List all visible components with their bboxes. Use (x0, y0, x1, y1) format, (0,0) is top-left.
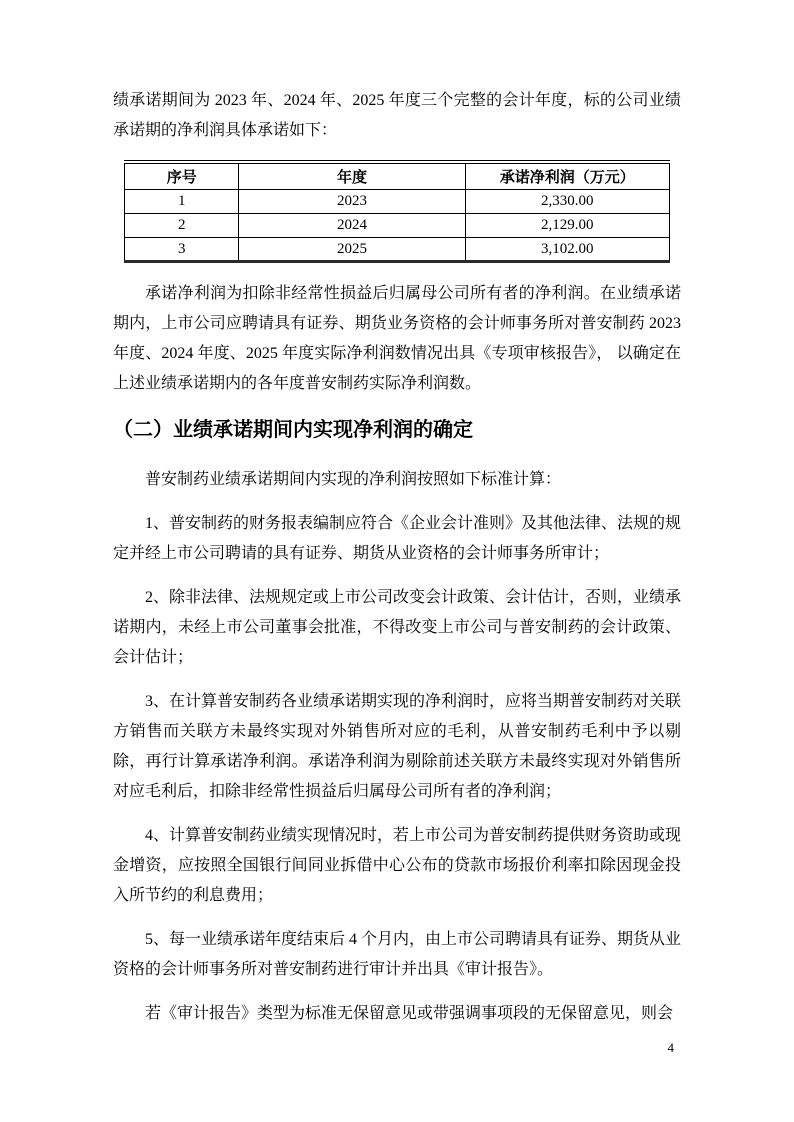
section-heading: （二）业绩承诺期间内实现净利润的确定 (113, 419, 473, 441)
list-item-1: 1、普安制药的财务报表编制应符合《企业会计准则》及其他法律、法规的规定并经上市公司聘请的具有证券、期货从业资格的会计师事务所审计； (113, 515, 682, 562)
cell-year: 2024 (239, 214, 465, 238)
table-row (125, 238, 670, 262)
closing-paragraph: 若《审计报告》类型为标准无保留意见或带强调事项段的无保留意见，则会 (145, 1005, 674, 1022)
cell-index: 3 (125, 238, 239, 262)
section-intro-paragraph: 普安制药业绩承诺期间内实现的净利润按照如下标准计算： (145, 471, 562, 488)
cell-profit: 3,102.00 (465, 238, 669, 262)
list-item-4: 4、计算普安制药业绩实现情况时，若上市公司为普安制药提供财务资助或现金增资，应按照全国银行间同业拆借中心公布的贷款市场报价利率扣除因现金投入所节约的利息费用； (113, 827, 682, 904)
paragraph-after-table: 承诺净利润为扣除非经常性损益后归属母公司所有者的净利润。在业绩承诺期内，上市公司应聘请具有证券、期货业务资格的会计师事务所对普安制药 2023 年度、2024 年度、2025 年度实际净利润数情况出具《专项审核报告》， 以确定在上述业绩承诺期内的各年度普安制药实际净利润数。 (113, 285, 681, 392)
table-header-row (125, 162, 670, 190)
cell-year: 2025 (239, 238, 465, 262)
column-header-promised-profit: 承诺净利润（万元） (465, 162, 669, 190)
cell-year: 2023 (239, 190, 465, 214)
column-header-year: 年度 (239, 162, 465, 190)
table-row (125, 214, 670, 238)
list-item-5: 5、每一业绩承诺年度结束后 4 个月内，由上市公司聘请具有证券、期货从业资格的会计师事务所对普安制药进行审计并出具《审计报告》。 (113, 931, 682, 978)
table-row (125, 190, 670, 214)
intro-paragraph: 绩承诺期间为 2023 年、2024 年、2025 年度三个完整的会计年度，标的公司业绩承诺期的净利润具体承诺如下： (113, 92, 681, 139)
cell-index: 2 (125, 214, 239, 238)
list-item-3: 3、在计算普安制药各业绩承诺期实现的净利润时，应将当期普安制药对关联方销售而关联方未最终实现对外销售所对应的毛利，从普安制药毛利中予以剔除，再行计算承诺净利润。承诺净利润为剔除前述关联方未最终实现对外销售所对应毛利后，扣除非经常性损益后归属母公司所有者的净利润； (113, 693, 682, 800)
commitment-table (124, 160, 670, 263)
cell-index: 1 (125, 190, 239, 214)
cell-profit: 2,129.00 (465, 214, 669, 238)
cell-profit: 2,330.00 (465, 190, 669, 214)
list-item-2: 2、除非法律、法规规定或上市公司改变会计政策、会计估计，否则，业绩承诺期内，未经上市公司董事会批准，不得改变上市公司与普安制药的会计政策、会计估计； (113, 589, 682, 666)
page-content (113, 86, 681, 1043)
page-number: 4 (667, 1040, 674, 1055)
column-header-index: 序号 (125, 162, 239, 190)
